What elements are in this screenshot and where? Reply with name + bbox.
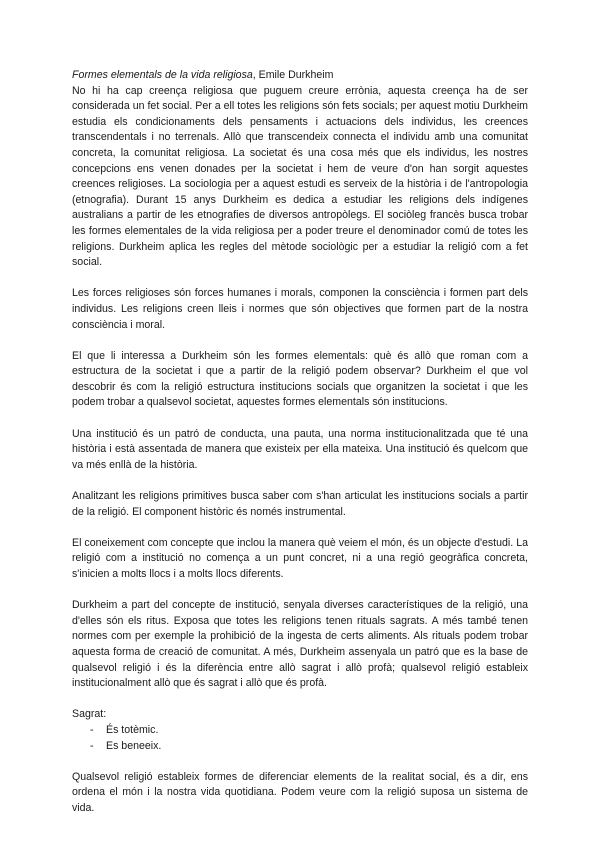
document-title bbox=[72, 68, 528, 84]
paragraph-4: Una institució és un patró de conducta, una pauta, una norma institucionalitzada que té una història i està assentada de manera que existeix per ella mateixa. Una institució és quelcom que va més enllà de la història. bbox=[72, 427, 528, 471]
paragraph-3: El que li interessa a Durkheim són les formes elementals: què és allò que roman com a estructura de la societat i que a partir de la religió podem observar? Durkheim el que vol descobrir és com la religió estructura institucions socials que organitzen la societat i que les podem trobar a qualsevol societat, aquestes formes elementals són institucions. bbox=[72, 349, 528, 409]
paragraph-5: Analitzant les religions primitives busca saber com s'han articulat les institucions socials a partir de la religió. El component històric és només instrumental. bbox=[72, 490, 528, 518]
paragraph-6: El coneixement com concepte que inclou la manera què veiem el món, és un objecte d'estudi. La religió com a institució no comença a un punt concret, ni a una regió geogràfica concreta, s'inicien a molts llocs i a molts llocs diferents. bbox=[72, 536, 528, 580]
paragraph-7: Durkheim a part del concepte de institució, senyala diverses característiques de la religió, una d'elles són els ritus. Exposa que totes les religions tenen rituals sagrats. A més també tenen normes com per exemple la prohibició de la ingesta de certs aliments. Als rituals podem trobar aquesta forma de creació de comunitat. A més, Durkheim assenyala un patró que es la base de qualsevol religió i és la diferència entre allò sagrat i allò profà; qualsevol religió estableix institucionalment allò que és sagrat i allò que és profà. bbox=[72, 599, 528, 690]
paragraph-2: Les forces religioses són forces humanes i morals, componen la consciència i formen part dels individus. Les religions creen lleis i normes que són objectives que formen part de la nostra consciència i moral. bbox=[72, 287, 528, 331]
sagrat-list bbox=[72, 723, 528, 754]
document-page bbox=[72, 68, 528, 832]
list-item: - Es beneeix. bbox=[72, 739, 528, 755]
paragraph-1: No hi ha cap creença religiosa que puguem creure errònia, aquesta creença ha de ser considerada un fet social. Per a ell totes les religions són fets socials; per aquest motiu Durkheim estudia els condicionaments dels pensaments i actuacions dels individus, les creences transcendentals i no terrenals. Allò que transcendeix connecta el individu amb una comunitat concreta, la comunitat religiosa. La societat és una cosa més que els individus, les nostres concepcions ens venen donades per la societat i hem de veure d'on han sorgit aquestes creences religioses. La sociologia per a aquest estudi es serveix de la història i de l'antropologia (etnografia). Durant 15 anys Durkheim es dedica a estudiar les religions dels indígenes australians a partir de les etnografies de diversos antropòlegs. El sociòleg francès busca trobar les formes elementales de la vida religiosa per a poder treure el denominador comú de totes les religions. Durkheim aplica les regles del mètode sociològic per a estudiar la religió com a fet social. bbox=[72, 84, 528, 269]
author-name: , Emile Durkheim bbox=[252, 69, 334, 81]
closing-paragraph: Qualsevol religió estableix formes de diferenciar elements de la realitat social, és a dir, ens ordena el món i la nostra vida quotidiana. Podem veure com la religió suposa un sistema de vida. bbox=[72, 770, 528, 814]
list-item: - És totèmic. bbox=[72, 723, 528, 739]
work-title: Formes elementals de la vida religiosa bbox=[72, 69, 253, 81]
sagrat-heading: Sagrat: bbox=[72, 708, 107, 721]
